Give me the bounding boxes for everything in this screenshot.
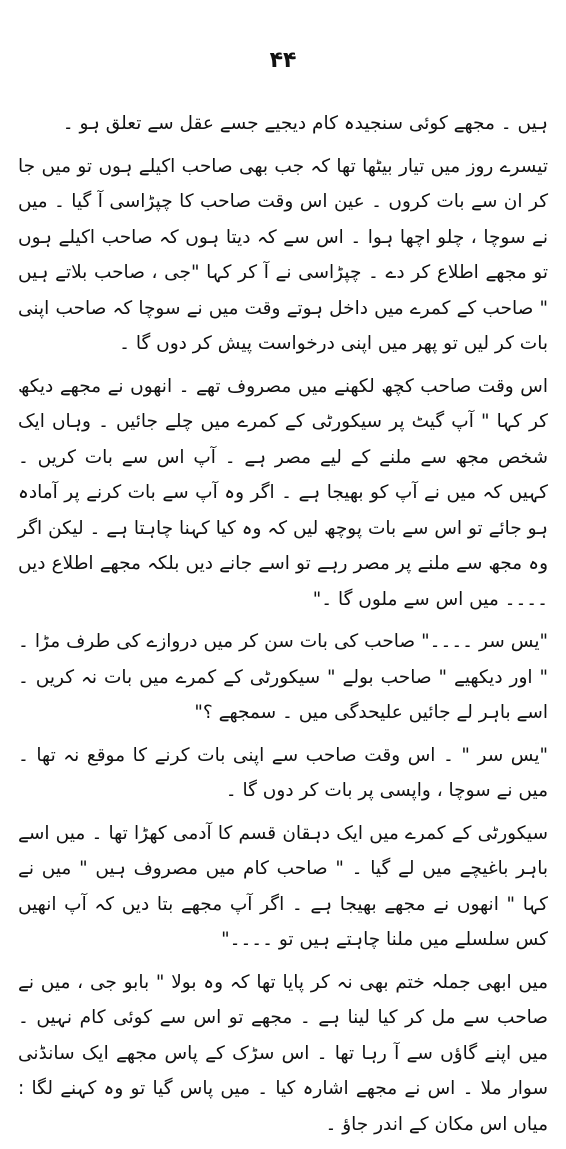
paragraph-7: میں ابھی جملہ ختم بھی نہ کر پایا تھا کہ وہ بولا " بابو جی ، میں نے صاحب سے مل کر کیا لینا ہے ۔ مجھے تو اس سے کوئی کام نہیں ۔ میں اپنے گاؤں سے آ رہا تھا ۔ اس سڑک کے پاس مجھے ایک سانڈنی سوار ملا ۔ اس نے مجھے اشارہ کیا ۔ میں پاس گیا تو وہ کہنے لگا : میاں اس مکان کے اندر جاؤ ۔ [18,971,548,1135]
paragraph-4: "یس سر ۔۔۔۔" صاحب کی بات سن کر میں دروازے کی طرف مڑا ۔ " اور دیکھیے " صاحب بولے " سیکورٹی کے کمرے میں بات نہ کریں ۔ اسے باہر لے جائیں علیحدگی میں ۔ سمجھے ؟" [18,631,548,723]
paragraph-5: "یس سر " ۔ اس وقت صاحب سے اپنی بات کرنے کا موقع نہ تھا ۔ میں نے سوچا ، واپسی پر بات کر دوں گا ۔ [18,744,548,801]
paragraph-2: تیسرے روز میں تیار بیٹھا تھا کہ جب بھی صاحب اکیلے ہوں تو میں جا کر ان سے بات کروں ۔ عین اس وقت صاحب کا چپڑاسی آ گیا ۔ میں نے سوچا ، چلو اچھا ہوا ۔ اس سے کہ دیتا ہوں کہ صاحب اکیلے ہوں تو مجھے اطلاع کر دے ۔ چپڑاسی نے آ کر کہا "جی ، صاحب بلاتے ہیں " صاحب کے کمرے میں داخل ہوتے وقت میں نے سوچا کہ صاحب اپنی بات کر لیں تو پھر میں اپنی درخواست پیش کر دوں گا ۔ [18,155,548,354]
paragraph-3: اس وقت صاحب کچھ لکھنے میں مصروف تھے ۔ انھوں نے مجھے دیکھ کر کہا " آپ گیٹ پر سیکورٹی کے کمرے میں چلے جائیں ۔ وہاں ایک شخص مجھ سے ملنے کے لیے مصر ہے ۔ آپ اس سے بات کریں ۔ کہیں کہ میں نے آپ کو بھیجا ہے ۔ اگر وہ آپ سے بات کرنے پر آمادہ ہو جائے تو اس سے بات پوچھ لیں کہ وہ کیا کہنا چاہتا ہے ۔ لیکن اگر وہ مجھ سے ملنے پر مصر رہے تو اسے جانے دیں بلکہ مجھے اطلاع دیں ۔۔۔۔ میں اس سے ملوں گا ۔" [18,375,548,610]
paragraph-1: ہیں ۔ مجھے کوئی سنجیدہ کام دیجیے جسے عقل سے تعلق ہو ۔ [62,113,548,134]
paragraph-6: سیکورٹی کے کمرے میں ایک دہقان قسم کا آدمی کھڑا تھا ۔ میں اسے باہر باغیچے میں لے گیا ۔ " صاحب کام میں مصروف ہیں " میں نے کہا " انھوں نے مجھے بھیجا ہے ۔ اگر آپ مجھے بتا دیں کہ آپ انھیں کس سلسلے میں ملنا چاہتے ہیں تو ۔۔۔۔" [18,822,548,950]
page-number: ۴۴ [269,48,297,73]
page-body [18,106,548,1149]
